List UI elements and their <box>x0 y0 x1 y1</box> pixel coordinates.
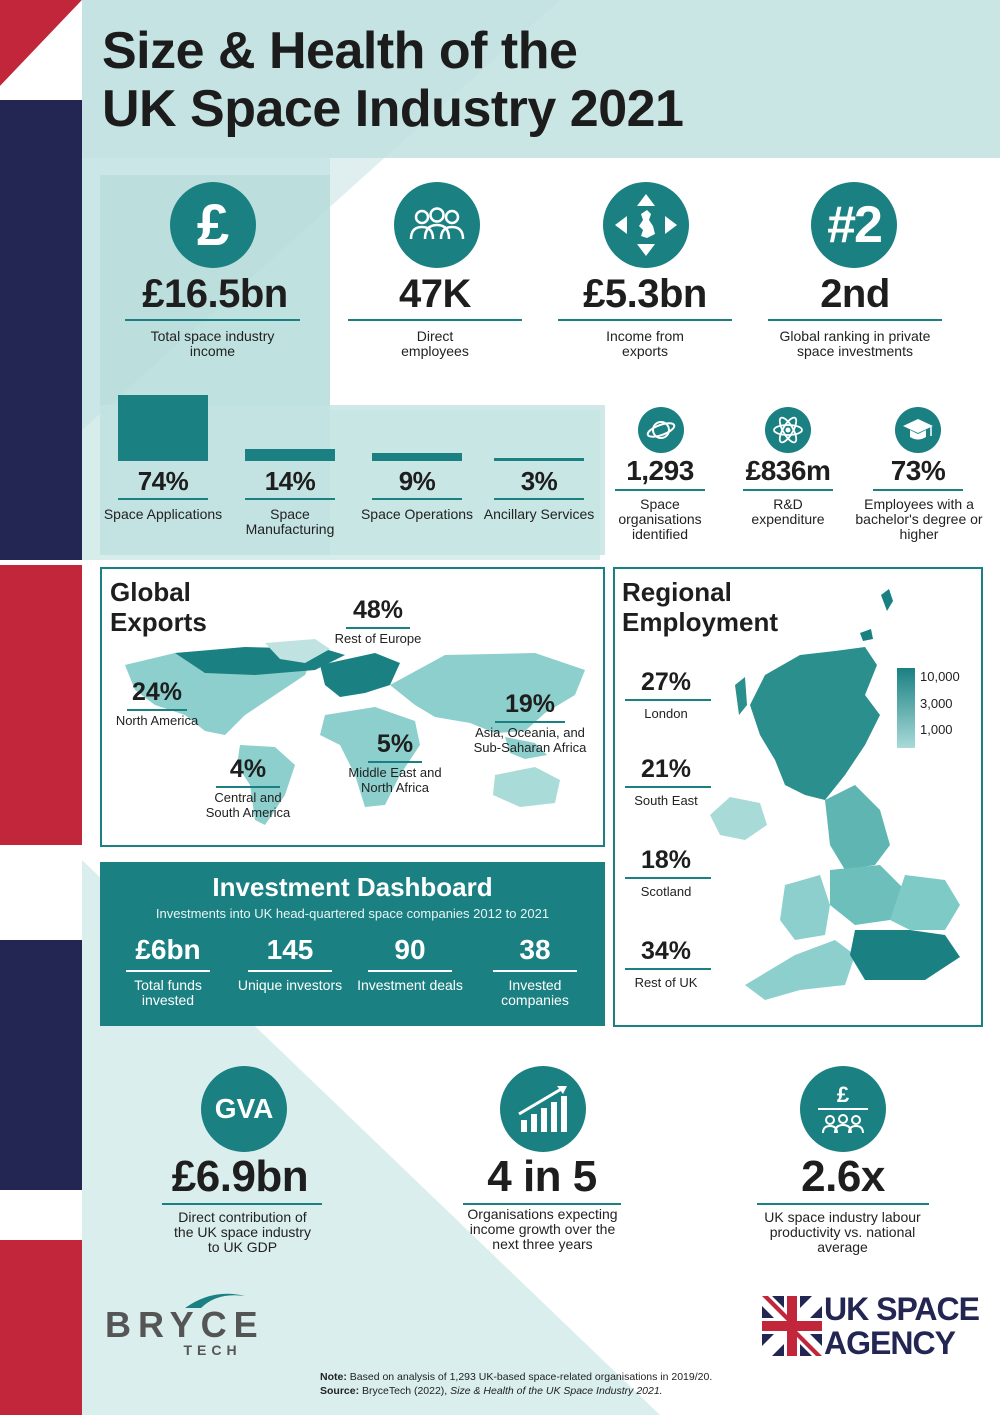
divider <box>127 709 187 711</box>
divider <box>625 877 711 879</box>
stat-employees-label: Direct employees <box>401 328 469 359</box>
divider <box>493 970 577 972</box>
productivity-icon-pound: £ <box>836 1082 850 1107</box>
agency-logo-line-2: AGENCY <box>824 1325 955 1361</box>
segment-bar <box>372 453 462 461</box>
employment-region-percent: 21% <box>640 755 692 783</box>
divider <box>757 1203 929 1205</box>
map-legend-gradient <box>897 668 917 748</box>
graduation-cap-icon <box>895 407 941 453</box>
divider <box>245 498 335 500</box>
employment-region-label: South East <box>634 793 698 808</box>
divider <box>743 489 833 491</box>
stat-exports-value: £5.3bn <box>583 272 707 316</box>
investment-title: Investment Dashboard <box>212 872 493 902</box>
employment-region-percent: 18% <box>640 846 692 874</box>
stat-growth-value: 4 in 5 <box>487 1152 597 1201</box>
footnote-source <box>320 1384 980 1398</box>
growth-chart-icon <box>500 1066 586 1152</box>
segment-percent: 74% <box>137 466 189 496</box>
export-region-percent: 4% <box>229 755 267 783</box>
brycetech-logo-sub: TECH <box>183 1342 242 1358</box>
union-flag-icon <box>762 1296 822 1356</box>
divider <box>368 970 452 972</box>
title-line-1: Size & Health of the <box>102 22 578 80</box>
stat-rd-value: £836m <box>745 455 831 486</box>
divider <box>494 498 584 500</box>
segment-label: Space Operations <box>360 506 474 522</box>
divider <box>125 319 300 321</box>
segment-label: Space Manufacturing <box>245 506 335 537</box>
brycetech-logo-main: BRYCE <box>105 1304 265 1345</box>
employment-region-percent: 34% <box>640 937 692 965</box>
note-label: Note: <box>320 1371 347 1383</box>
investment-stat-value: £6bn <box>135 934 201 965</box>
legend-label-mid: 3,000 <box>920 696 953 711</box>
regional-employment-title-line-2: Employment <box>622 607 779 637</box>
investment-stat-label: Investment deals <box>357 977 463 993</box>
divider <box>873 489 963 491</box>
divider <box>216 786 280 788</box>
stat-degree-value: 73% <box>890 455 946 486</box>
rank-2-icon <box>811 182 897 268</box>
segment-percent: 9% <box>398 466 436 496</box>
divider <box>248 970 332 972</box>
stat-total-income-value: £16.5bn <box>142 272 288 316</box>
export-region-label: Central and South America <box>205 790 291 820</box>
stat-exports-label: Income from exports <box>606 328 684 359</box>
divider <box>625 786 711 788</box>
investment-stat-value: 145 <box>266 934 314 965</box>
divider <box>558 319 732 321</box>
note-text: Based on analysis of 1,293 UK-based space-related organisations in 2019/20. <box>346 1371 713 1383</box>
employment-region-percent: 27% <box>640 668 692 696</box>
legend-label-high: 10,000 <box>920 669 960 684</box>
divider <box>372 498 462 500</box>
export-region-label: North America <box>115 713 199 728</box>
uk-map <box>705 585 970 1005</box>
stat-ranking-label: Global ranking in private space investments <box>779 328 931 359</box>
export-region-label: Middle East and North Africa <box>348 765 442 795</box>
divider <box>162 1203 322 1205</box>
stat-organisations-label: Space organisations identified <box>618 496 702 542</box>
segment-percent: 14% <box>264 466 316 496</box>
segment-bar <box>245 449 335 461</box>
stat-growth-label: Organisations expecting income growth over the next three years <box>467 1206 618 1252</box>
regional-employment-title-line-1: Regional <box>622 577 732 607</box>
stat-gva-label: Direct contribution of the UK space industry to UK GDP <box>174 1209 311 1255</box>
export-region-percent: 19% <box>504 690 556 718</box>
stat-productivity-label: UK space industry labour productivity vs. national average <box>764 1209 921 1255</box>
segment-label: Ancillary Services <box>483 506 595 522</box>
investment-subtitle: Investments into UK head-quartered space companies 2012 to 2021 <box>155 906 550 921</box>
atom-icon <box>765 407 811 453</box>
employment-region-label: Scotland <box>640 884 692 899</box>
brycetech-logo <box>105 1290 320 1360</box>
investment-stat-label: Unique investors <box>237 977 343 993</box>
divider <box>348 319 522 321</box>
stat-ranking-value: 2nd <box>820 272 890 316</box>
productivity-icon <box>800 1066 886 1152</box>
segment-label: Space Applications <box>103 506 223 522</box>
productivity-icon-bar <box>818 1108 868 1110</box>
global-exports-title-line-2: Exports <box>110 607 207 637</box>
uk-export-arrows-icon <box>603 182 689 268</box>
divider <box>368 761 422 763</box>
planet-icon <box>638 407 684 453</box>
divider <box>495 721 565 723</box>
export-region-percent: 24% <box>131 678 183 706</box>
segment-percent: 3% <box>520 466 558 496</box>
investment-stat-value: 38 <box>519 934 551 965</box>
segment-bar <box>494 458 584 461</box>
divider <box>615 489 705 491</box>
global-exports-title-line-1: Global <box>110 577 191 607</box>
legend-label-low: 1,000 <box>920 722 953 737</box>
divider <box>346 627 410 629</box>
stat-productivity-value: 2.6x <box>801 1152 885 1201</box>
agency-logo-line-1: UK SPACE <box>824 1291 979 1327</box>
divider <box>625 968 711 970</box>
investment-stat-label: Total funds invested <box>134 977 202 1008</box>
stat-employees-value: 47K <box>399 272 471 316</box>
stat-rd-label: R&D expenditure <box>751 496 825 527</box>
rank-2-icon-text: #2 <box>827 196 881 254</box>
divider <box>463 1203 621 1205</box>
source-italic: Size & Health of the UK Space Industry 2021. <box>450 1385 663 1397</box>
divider <box>118 498 208 500</box>
stat-degree-label: Employees with a bachelor's degree or higher <box>855 496 983 542</box>
stat-organisations-value: 1,293 <box>626 455 694 486</box>
investment-dashboard <box>100 862 605 1026</box>
divider <box>625 699 711 701</box>
uk-space-agency-logo <box>762 1290 992 1365</box>
footnote <box>320 1370 980 1398</box>
source-text: BryceTech (2022), <box>359 1385 451 1397</box>
stat-total-income-label: Total space industry income <box>150 328 275 359</box>
source-label: Source: <box>320 1385 360 1397</box>
footnote-note <box>320 1370 980 1384</box>
global-exports-title <box>110 577 207 637</box>
export-region-percent: 5% <box>376 730 414 758</box>
gva-icon-text: GVA <box>214 1093 274 1124</box>
employment-region-label: London <box>644 706 688 721</box>
investment-stat-label: Invested companies <box>501 977 569 1008</box>
divider <box>126 970 210 972</box>
segment-bar <box>118 395 208 461</box>
export-region-label: Asia, Oceania, and Sub-Saharan Africa <box>473 725 587 755</box>
pound-icon: £ <box>170 182 256 268</box>
investment-stat-value: 90 <box>394 934 426 965</box>
page-title <box>102 22 802 138</box>
gva-icon <box>201 1066 287 1152</box>
title-line-2: UK Space Industry 2021 <box>102 80 684 138</box>
export-region-percent: 48% <box>352 596 404 624</box>
people-icon <box>394 182 480 268</box>
divider <box>768 319 942 321</box>
employment-region-label: Rest of UK <box>634 975 698 990</box>
stat-gva-value: £6.9bn <box>171 1152 309 1201</box>
export-region-label: Rest of Europe <box>334 631 422 646</box>
